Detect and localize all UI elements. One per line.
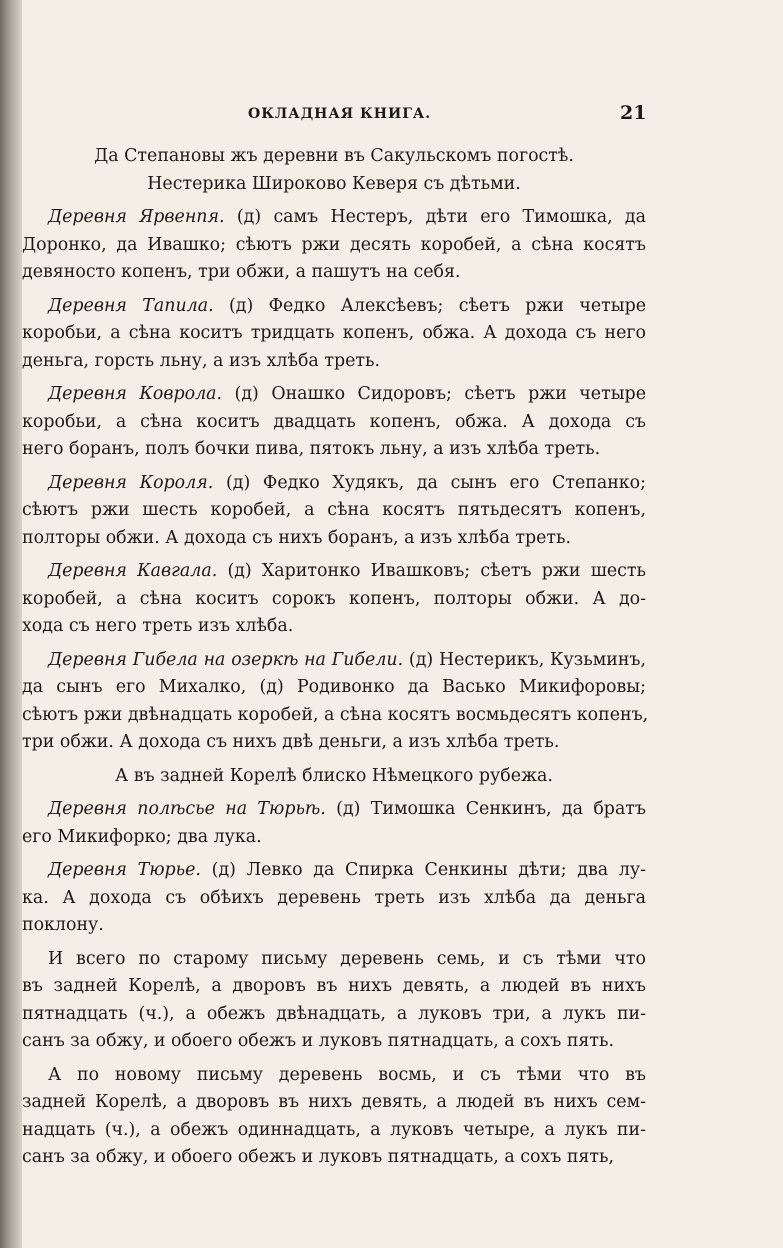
line-text: (д) Федко Худякъ, да сынъ его Степанко; <box>213 472 647 493</box>
line-text: сѣютъ ржи двѣнадцать коробей, а сѣна косятъ восмьдесятъ копенъ, <box>22 704 649 725</box>
line-text: (д) Харитонко Ивашковъ; сѣетъ ржи шесть <box>217 561 646 581</box>
text-line <box>22 946 646 974</box>
text-line <box>22 973 646 1001</box>
running-title: ОКЛАДНАЯ КНИГА. <box>248 106 432 122</box>
section-heading <box>22 763 646 791</box>
text-line <box>22 525 646 553</box>
entry-paragraph <box>22 796 646 851</box>
text-line <box>22 674 646 702</box>
page-number: 21 <box>620 102 647 124</box>
text-line <box>22 232 646 260</box>
line-text: Нестерика Широково Кеверя съ дѣтьми. <box>147 173 521 194</box>
text-line <box>22 497 646 525</box>
line-text: Доронко, да Ивашко; сѣютъ ржи десять коробей, а сѣна косятъ <box>22 234 646 255</box>
line-text: коробей, а сѣна коситъ сорокъ копенъ, полторы обжи. А до- <box>22 588 646 609</box>
text-line <box>22 204 646 232</box>
village-name: Деревня Коврола. <box>48 384 223 404</box>
text-line <box>22 143 646 171</box>
page-body <box>22 143 649 1172</box>
village-name: Деревня полѣсье на Тюрьѣ. <box>48 799 326 819</box>
line-text: пятнадцать (ч.), а обежъ двѣнадцать, а луковъ три, а лукъ пи- <box>22 1003 646 1024</box>
entry-paragraph <box>22 204 646 287</box>
text-line <box>22 259 646 287</box>
line-text: надцать (ч.), а обежъ одиннадцать, а луковъ четыре, а лукъ пи- <box>22 1119 646 1140</box>
line-text: хода съ него треть изъ хлѣба. <box>22 616 294 636</box>
text-line <box>22 1001 646 1029</box>
text-line <box>22 796 646 824</box>
entry-paragraph <box>22 470 646 553</box>
line-text: полторы обжи. А дохода съ нихъ боранъ, а изъ хлѣба треть. <box>22 527 572 548</box>
line-text: девяносто копенъ, три обжи, а пашутъ на себя. <box>22 262 461 282</box>
village-name: Деревня Ярвенпя. <box>48 207 225 227</box>
section-heading <box>22 143 646 198</box>
text-line <box>22 348 646 376</box>
text-line <box>22 1062 646 1090</box>
line-text: (д) Тимошка Сенкинъ, да братъ <box>325 799 646 819</box>
book-gutter-shadow <box>0 0 22 1248</box>
line-text: задней Корелѣ, а дворовъ въ нихъ девять, а людей въ нихъ сем- <box>22 1092 646 1112</box>
line-text: три обжи. А дохода съ нихъ двѣ деньги, а изъ хлѣба треть. <box>22 732 560 752</box>
page-header <box>0 100 783 130</box>
text-line <box>22 1028 646 1056</box>
village-name: Деревня Тапила. <box>48 295 214 316</box>
line-text: да сынъ его Михалко, (д) Родивонко да Васько Микифоровы; <box>22 677 646 697</box>
village-name: Деревня Тюрье. <box>48 860 201 880</box>
text-line <box>22 1144 646 1172</box>
entry-paragraph <box>22 946 646 1056</box>
line-text: деньга, горсть льну, а изъ хлѣба треть. <box>22 350 380 371</box>
text-line <box>22 702 649 730</box>
text-line <box>22 586 646 614</box>
line-text: коробьи, а сѣна коситъ двадцать копенъ, обжа. А дохода съ <box>22 411 646 432</box>
entry-paragraph <box>22 857 646 940</box>
text-line <box>22 613 646 641</box>
line-text: А по новому письму деревень восмь, и съ тѣми что въ <box>48 1064 646 1085</box>
text-line <box>22 436 646 464</box>
line-text: него боранъ, полъ бочки пива, пятокъ льну, а изъ хлѣба треть. <box>22 439 601 459</box>
line-text: (д) Левко да Спирка Сенкины дѣти; два лу- <box>200 860 646 880</box>
entry-paragraph <box>22 293 646 376</box>
text-line <box>22 729 646 757</box>
line-text: его Микифорко; два лука. <box>22 826 262 847</box>
text-line <box>22 381 646 409</box>
entry-paragraph <box>22 647 649 757</box>
text-line <box>22 857 646 885</box>
village-name: Деревня Короля. <box>48 472 214 493</box>
line-text: (д) Нестерикъ, Кузьминъ, <box>403 649 647 670</box>
text-line <box>22 1089 646 1117</box>
text-line <box>22 824 646 852</box>
village-name: Деревня Кавгала. <box>48 561 218 581</box>
line-text: санъ за обжу, и обоего обежъ и луковъ пятнадцать, а сохъ пять, <box>22 1147 615 1167</box>
text-line <box>22 293 646 321</box>
entry-paragraph <box>22 558 646 641</box>
text-line <box>22 912 646 940</box>
line-text: (д) самъ Нестеръ, дѣти его Тимошка, да <box>224 207 646 227</box>
line-text: А въ задней Корелѣ блиско Нѣмецкого рубежа. <box>115 765 553 786</box>
line-text: поклону. <box>22 915 104 935</box>
line-text: сѣютъ ржи шесть коробей, а сѣна косятъ пятьдесятъ копенъ, <box>22 500 646 520</box>
line-text: ка. А дохода съ обѣихъ деревень треть изъ хлѣба да деньга <box>22 887 646 908</box>
text-line <box>22 558 646 586</box>
text-line <box>22 409 646 437</box>
line-text: коробьи, а сѣна коситъ тридцать копенъ, обжа. А дохода съ него <box>22 323 646 343</box>
line-text: санъ за обжу, и обоего обежъ и луковъ пятнадцать, а сохъ пять. <box>22 1031 615 1051</box>
text-line <box>22 763 646 791</box>
line-text: И всего по старому письму деревень семь, и съ тѣми что <box>48 948 646 969</box>
text-line <box>22 470 646 498</box>
line-text: въ задней Корелѣ, а дворовъ въ нихъ девять, а людей въ нихъ <box>22 976 646 996</box>
text-line <box>22 1117 646 1145</box>
text-line <box>22 171 646 199</box>
text-line <box>22 647 646 675</box>
entry-paragraph <box>22 381 646 464</box>
line-text: (д) Онашко Сидоровъ; сѣетъ ржи четыре <box>222 384 646 404</box>
village-name: Деревня Гибела на озеркѣ на Гибели. <box>48 649 404 670</box>
line-text: Да Степановы жъ деревни въ Сакульскомъ погостѣ. <box>94 146 574 166</box>
line-text: (д) Федко Алексѣевъ; сѣетъ ржи четыре <box>213 295 647 316</box>
text-line <box>22 885 646 913</box>
text-line <box>22 320 646 348</box>
entry-paragraph <box>22 1062 646 1172</box>
